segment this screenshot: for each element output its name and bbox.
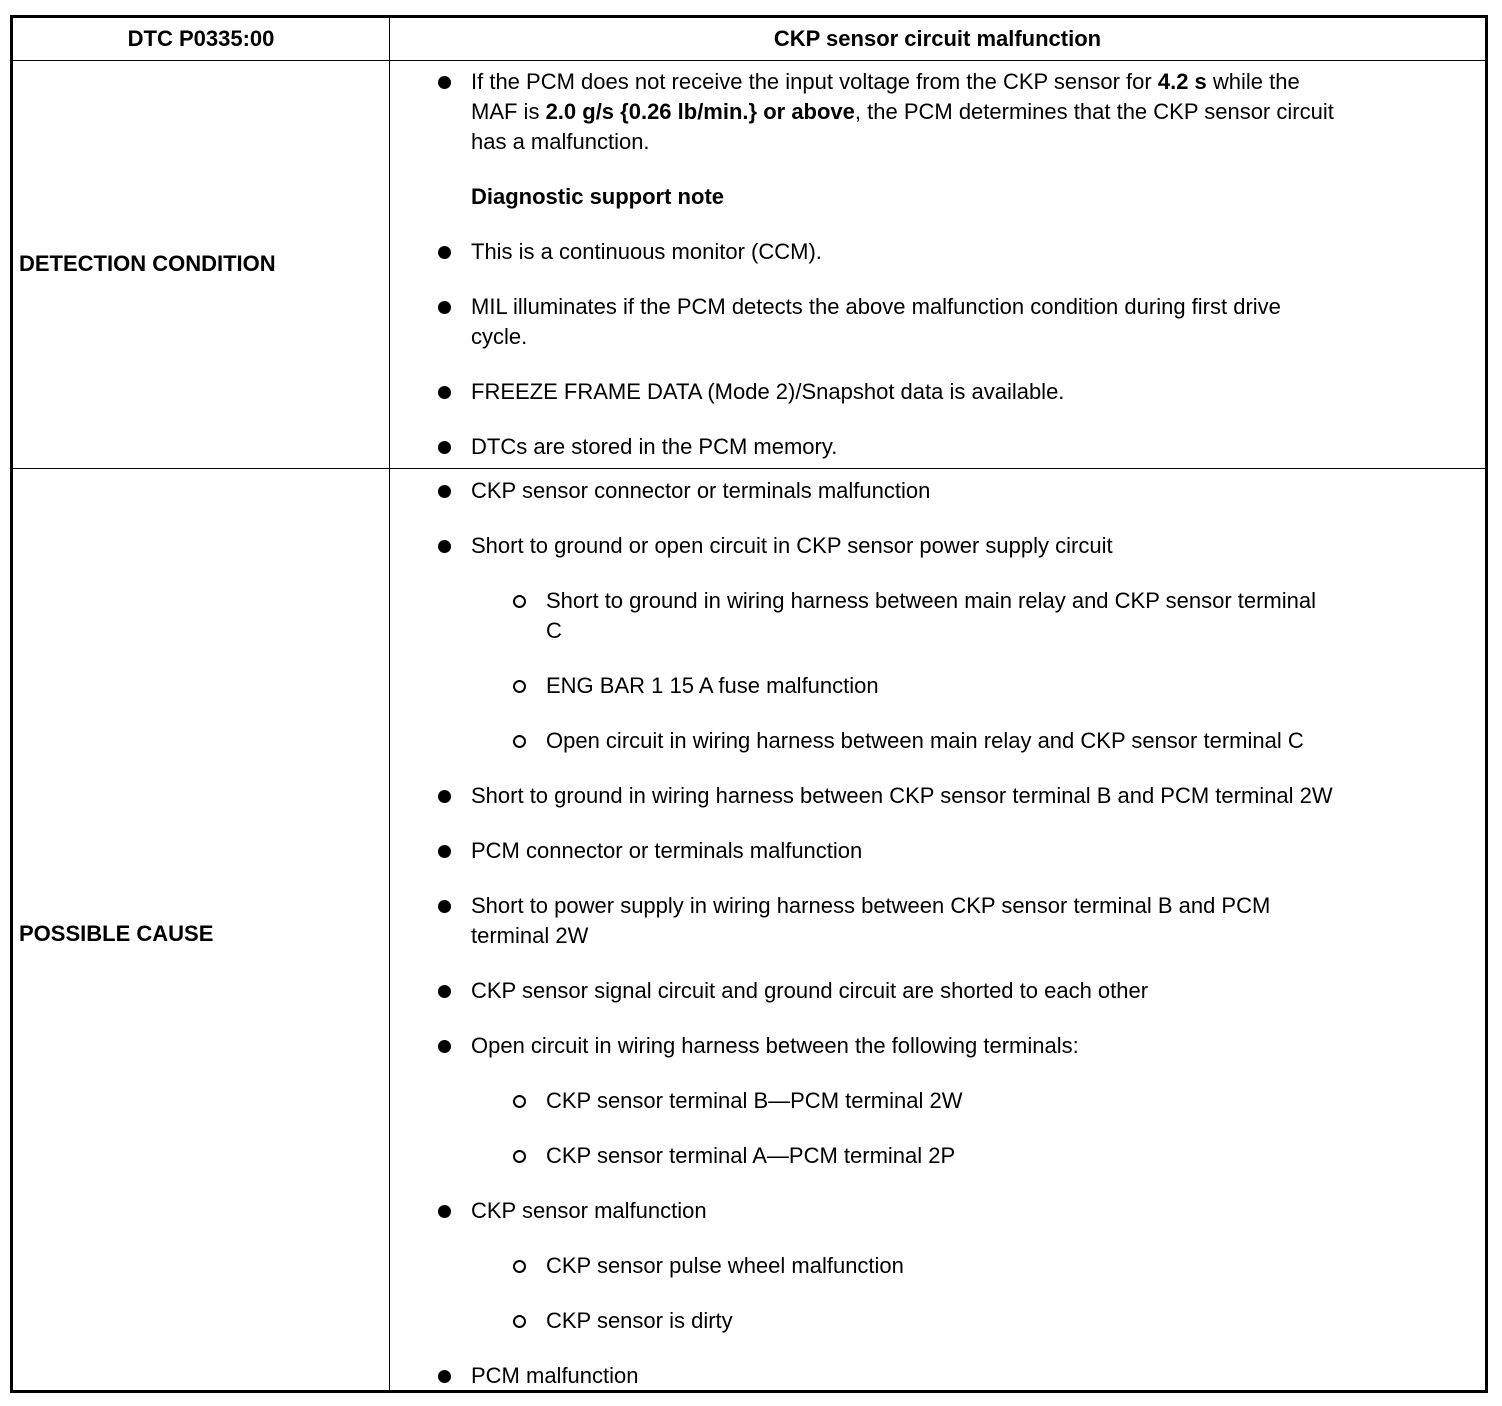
dtc-table	[10, 15, 1488, 1393]
bullet-dot-icon	[438, 1205, 451, 1218]
detection-condition-label: DETECTION CONDITION	[19, 251, 276, 276]
detection-main-line-3: has a malfunction.	[471, 129, 650, 154]
cause-subitem: CKP sensor is dirty	[546, 1308, 733, 1333]
dtc-code-heading: DTC P0335:00	[127, 26, 275, 51]
bullet-dot-icon	[438, 76, 451, 89]
cause-item: Short to ground or open circuit in CKP sensor power supply circuit	[471, 533, 1113, 558]
bullet-dot-icon	[438, 386, 451, 399]
bullet-dot-icon	[438, 485, 451, 498]
diagnostic-support-note-heading: Diagnostic support note	[471, 184, 724, 209]
bullet-dot-icon	[438, 1040, 451, 1053]
bullet-ring-icon	[513, 595, 526, 608]
detection-main-item	[471, 67, 1471, 157]
bullet-dot-icon	[438, 900, 451, 913]
bullet-dot-icon	[438, 246, 451, 259]
bullet-dot-icon	[438, 790, 451, 803]
bullet-ring-icon	[513, 1260, 526, 1273]
detection-note-item: MIL illuminates if the PCM detects the above malfunction condition during first drive cycle.	[471, 294, 1281, 349]
detection-main-line-2: MAF is 2.0 g/s {0.26 lb/min.} or above, the PCM determines that the CKP sensor circuit	[471, 99, 1334, 124]
cause-item: PCM malfunction	[471, 1363, 639, 1388]
cause-item: Short to ground in wiring harness between CKP sensor terminal B and PCM terminal 2W	[471, 783, 1333, 808]
cause-subitem: CKP sensor terminal A—PCM terminal 2P	[546, 1143, 956, 1168]
bullet-dot-icon	[438, 540, 451, 553]
detection-note-item: This is a continuous monitor (CCM).	[471, 239, 822, 264]
header-row	[13, 18, 1485, 61]
bullet-dot-icon	[438, 985, 451, 998]
bullet-ring-icon	[513, 1095, 526, 1108]
cause-item: Short to power supply in wiring harness between CKP sensor terminal B and PCM terminal 2W	[471, 893, 1271, 948]
bullet-ring-icon	[513, 680, 526, 693]
cause-item: CKP sensor malfunction	[471, 1198, 707, 1223]
dtc-title-heading: CKP sensor circuit malfunction	[773, 26, 1102, 51]
bullet-ring-icon	[513, 1315, 526, 1328]
detection-note-item: DTCs are stored in the PCM memory.	[471, 434, 838, 459]
bullet-dot-icon	[438, 845, 451, 858]
cause-item: CKP sensor connector or terminals malfunction	[471, 478, 931, 503]
cause-subitem: CKP sensor terminal B—PCM terminal 2W	[546, 1088, 963, 1113]
bullet-dot-icon	[438, 441, 451, 454]
bullet-ring-icon	[513, 735, 526, 748]
possible-cause-row	[13, 469, 1485, 1390]
detection-condition-row	[13, 61, 1485, 469]
cause-subitem: Open circuit in wiring harness between main relay and CKP sensor terminal C	[546, 728, 1304, 753]
cause-subitem: ENG BAR 1 15 A fuse malfunction	[546, 673, 879, 698]
cause-subitem: CKP sensor pulse wheel malfunction	[546, 1253, 904, 1278]
cause-item: PCM connector or terminals malfunction	[471, 838, 863, 863]
detection-main-line-1: If the PCM does not receive the input voltage from the CKP sensor for 4.2 s while the	[471, 69, 1300, 94]
cause-item: Open circuit in wiring harness between the following terminals:	[471, 1033, 1079, 1058]
cause-subitem: Short to ground in wiring harness between main relay and CKP sensor terminal C	[546, 588, 1316, 643]
detection-note-item: FREEZE FRAME DATA (Mode 2)/Snapshot data is available.	[471, 379, 1065, 404]
cause-item: CKP sensor signal circuit and ground circuit are shorted to each other	[471, 978, 1149, 1003]
bullet-ring-icon	[513, 1150, 526, 1163]
possible-cause-content	[390, 469, 1485, 1390]
possible-cause-label: POSSIBLE CAUSE	[19, 921, 214, 946]
bullet-dot-icon	[438, 301, 451, 314]
bullet-dot-icon	[438, 1370, 451, 1383]
detection-condition-content	[390, 61, 1485, 468]
